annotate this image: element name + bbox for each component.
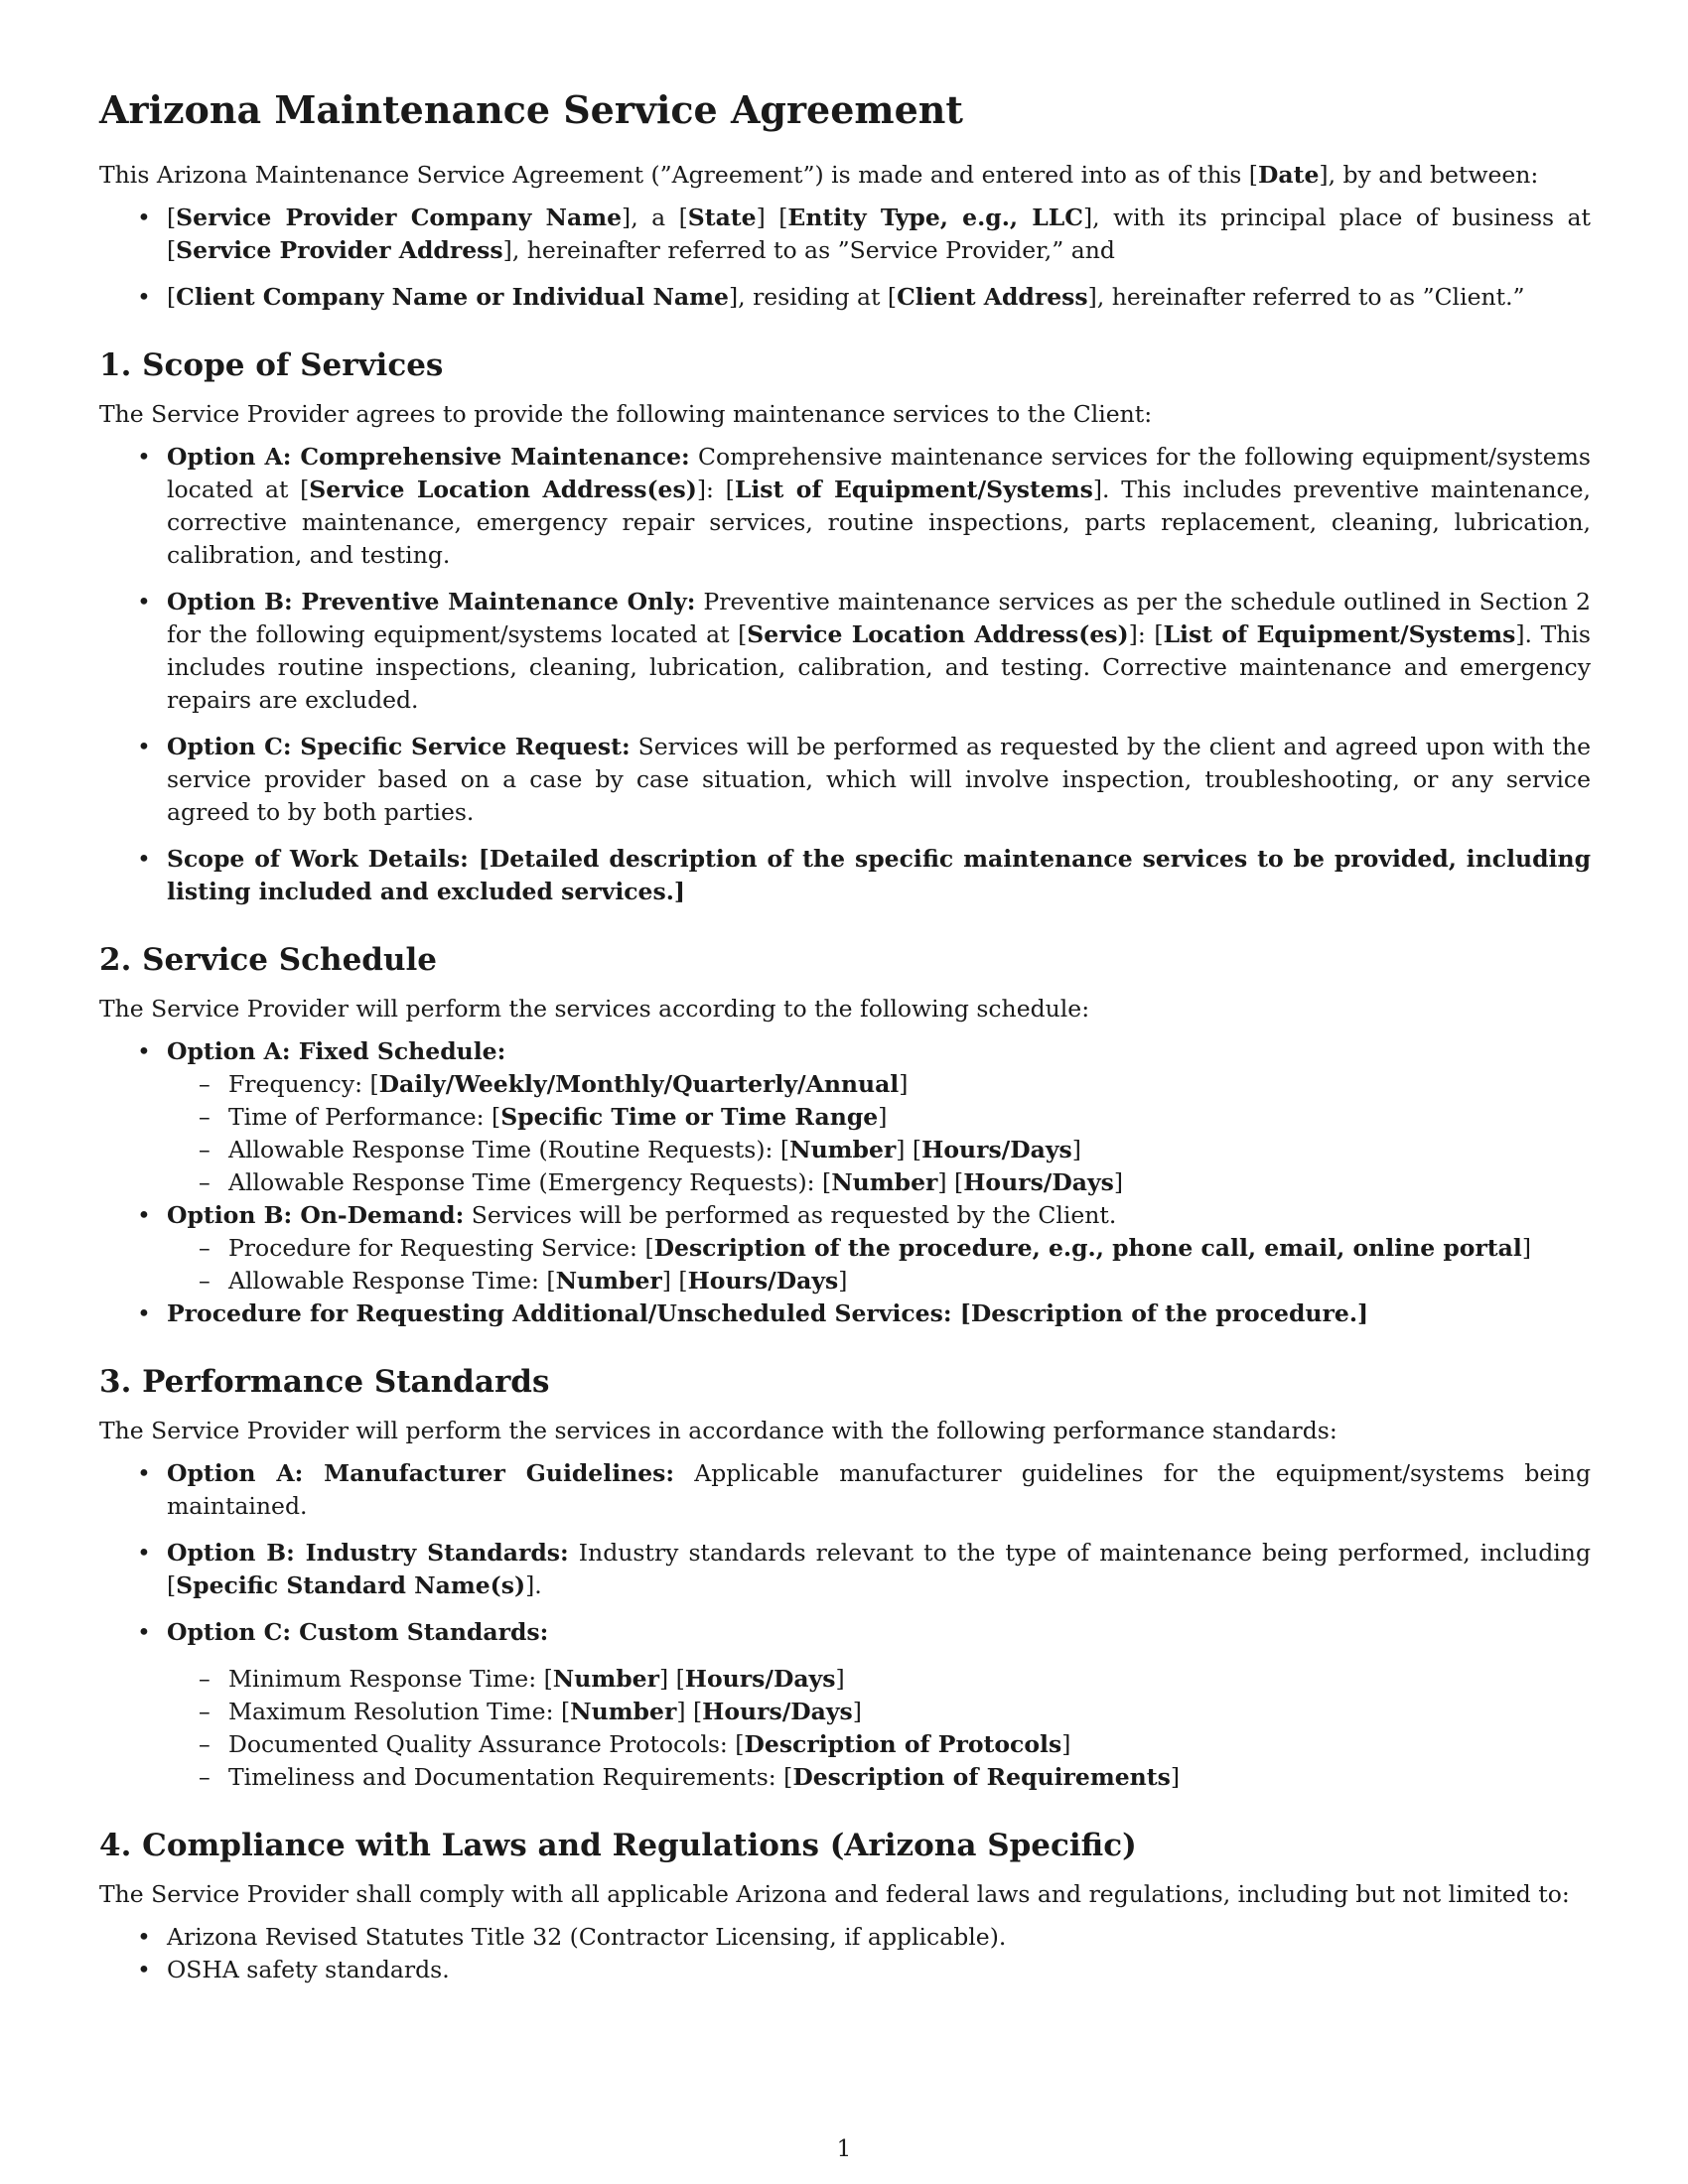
section-intro-schedule: The Service Provider will perform the services according to the following schedule: [99, 994, 1090, 1023]
document-title: Arizona Maintenance Service Agreement [99, 87, 963, 132]
performance-option-a: • Option A: Manufacturer Guidelines: Applicable manufacturer guidelines for the equipment/systems being maintained. [167, 1457, 1591, 1523]
intro-paragraph: This Arizona Maintenance Service Agreement (”Agreement”) is made and entered into as of this [Date], by and between: [99, 160, 1539, 189]
schedule-option-a-sublist [167, 1068, 1591, 1199]
performance-option-c-sublist [167, 1663, 1591, 1794]
performance-option-c: • Option C: Custom Standards: – Minimum Response Time: [Number] [Hours/Days] – Maximum Resolution Time: [Number] [Hours/Days] – Documented Quality Assurance Protocols: [Description of Protocols] – Timeliness and Documentation Requirements: [Description of Requirements] [167, 1616, 1591, 1794]
list-item: • Arizona Revised Statutes Title 32 (Contractor Licensing, if applicable). [167, 1921, 1591, 1954]
date-placeholder: Date [1257, 160, 1320, 189]
list-item: – Allowable Response Time (Emergency Requests): [Number] [Hours/Days] [228, 1166, 1591, 1199]
scope-work-details: • Scope of Work Details: [Detailed description of the specific maintenance services to be provided, including listing included and excluded services.] [167, 843, 1591, 908]
list-item: – Allowable Response Time: [Number] [Hours/Days] [228, 1265, 1591, 1297]
list-item: – Minimum Response Time: [Number] [Hours/Days] [228, 1663, 1591, 1696]
list-item: – Time of Performance: [Specific Time or Time Range] [228, 1101, 1591, 1134]
section-intro-scope: The Service Provider agrees to provide the following maintenance services to the Client: [99, 399, 1153, 428]
schedule-option-b-sublist [167, 1232, 1591, 1297]
list-item: – Procedure for Requesting Service: [Description of the procedure, e.g., phone call, email, online portal] [228, 1232, 1591, 1265]
section-intro-compliance: The Service Provider shall comply with all applicable Arizona and federal laws and regulations, including but not limited to: [99, 1880, 1570, 1909]
party-client: • [Client Company Name or Individual Name], residing at [Client Address], hereinafter referred to as ”Client.” [167, 281, 1591, 314]
scope-option-a: • Option A: Comprehensive Maintenance: Comprehensive maintenance services for the following equipment/systems located at [Service Location Address(es)]: [List of Equipment/Systems]. This includes preventive maintenance, corrective maintenance, emergency repair services, routine inspections, parts replacement, cleaning, lubrication, calibration, and testing. [167, 441, 1591, 572]
list-item: – Maximum Resolution Time: [Number] [Hours/Days] [228, 1696, 1591, 1728]
section-heading-schedule: 2. Service Schedule [99, 941, 438, 978]
section-intro-performance: The Service Provider will perform the services in accordance with the following performance standards: [99, 1417, 1337, 1445]
list-item: – Timeliness and Documentation Requirements: [Description of Requirements] [228, 1761, 1591, 1794]
scope-options-list [99, 441, 1591, 908]
schedule-additional-procedure: • Procedure for Requesting Additional/Unscheduled Services: [Description of the procedure.] [167, 1297, 1591, 1330]
schedule-options-list [99, 1035, 1591, 1330]
list-item: – Allowable Response Time (Routine Requests): [Number] [Hours/Days] [228, 1134, 1591, 1166]
section-heading-performance: 3. Performance Standards [99, 1363, 550, 1400]
list-item: – Documented Quality Assurance Protocols: [Description of Protocols] [228, 1728, 1591, 1761]
party-service-provider: • [Service Provider Company Name], a [State] [Entity Type, e.g., LLC], with its principal place of business at [Service Provider Address], hereinafter referred to as ”Service Provider,” and [167, 202, 1591, 267]
section-heading-scope: 1. Scope of Services [99, 346, 444, 383]
list-item: – Frequency: [Daily/Weekly/Monthly/Quarterly/Annual] [228, 1068, 1591, 1101]
performance-option-b: • Option B: Industry Standards: Industry standards relevant to the type of maintenance being performed, including [Specific Standard Name(s)]. [167, 1537, 1591, 1602]
scope-option-c: • Option C: Specific Service Request: Services will be performed as requested by the client and agreed upon with the service provider based on a case by case situation, which will involve inspection, troubleshooting, or any service agreed to by both parties. [167, 731, 1591, 829]
schedule-option-a: • Option A: Fixed Schedule: – Frequency: [Daily/Weekly/Monthly/Quarterly/Annual] – Time of Performance: [Specific Time or Time Range] – Allowable Response Time (Routine Requests): [Number] [Hours/Days] – Allowable Response Time (Emergency Requests): [Number] [Hours/Days] [167, 1035, 1591, 1199]
list-item: • OSHA safety standards. [167, 1954, 1591, 1986]
parties-list [99, 202, 1591, 314]
compliance-list [99, 1921, 1591, 1986]
schedule-option-b: • Option B: On-Demand: Services will be performed as requested by the Client. – Procedure for Requesting Service: [Description of the procedure, e.g., phone call, email, online portal] – Allowable Response Time: [Number] [Hours/Days] [167, 1199, 1591, 1297]
page-number: 1 [836, 2136, 852, 2162]
scope-option-b: • Option B: Preventive Maintenance Only: Preventive maintenance services as per the schedule outlined in Section 2 for the following equipment/systems located at [Service Location Address(es)]: [List of Equipment/Systems]. This includes routine inspections, cleaning, lubrication, calibration, and testing. Corrective maintenance and emergency repairs are excluded. [167, 586, 1591, 717]
section-heading-compliance: 4. Compliance with Laws and Regulations (Arizona Specific) [99, 1828, 1137, 1864]
performance-options-list [99, 1457, 1591, 1794]
